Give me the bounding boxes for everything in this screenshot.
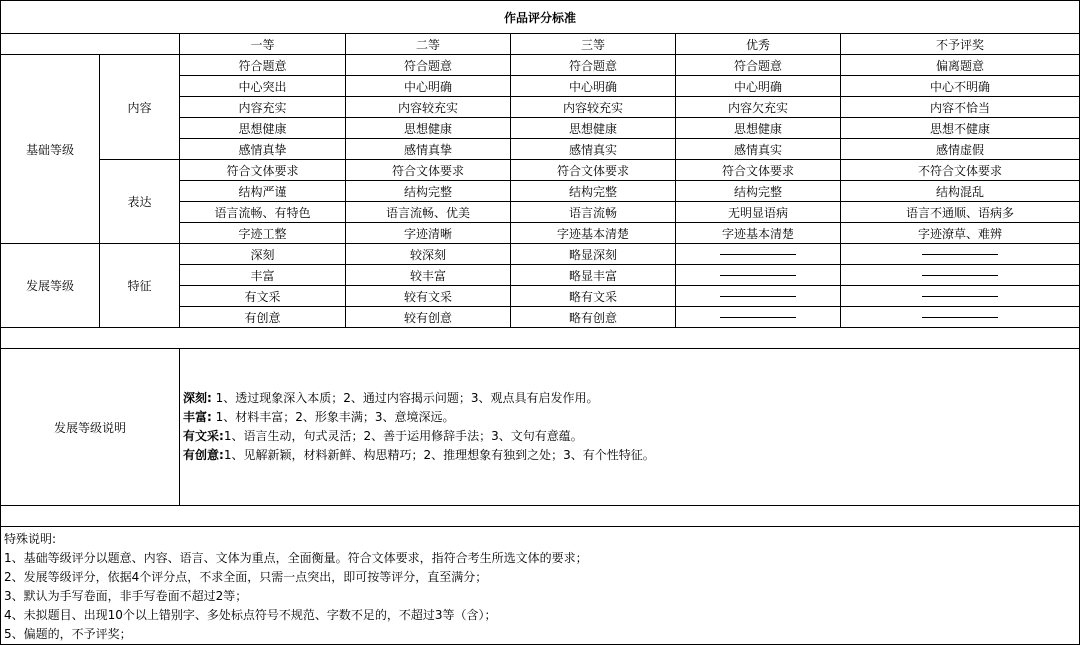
explanation-term: 深刻: [183, 391, 212, 405]
table-cell: 结构混乱 [841, 181, 1080, 202]
table-cell: 中心明确 [511, 76, 676, 97]
content-label: 内容 [100, 55, 180, 160]
notes-line: 3、默认为手写卷面，非手写卷面不超过2等； [4, 589, 248, 603]
explanation-label: 发展等级说明 [1, 349, 180, 506]
spacer-row [1, 328, 1080, 349]
table-cell: 无明显语病 [676, 202, 841, 223]
table-cell: 内容较充实 [346, 97, 511, 118]
explanation-line [183, 389, 1079, 408]
table-cell: 结构完整 [511, 181, 676, 202]
spacer-row [1, 506, 1080, 527]
dash-cell [841, 286, 1080, 307]
table-cell: 内容较充实 [511, 97, 676, 118]
table-cell: 感情真实 [511, 139, 676, 160]
table-cell: 语言流畅、优美 [346, 202, 511, 223]
dash-cell [676, 244, 841, 265]
table-cell: 较有创意 [346, 307, 511, 328]
table-cell: 较深刻 [346, 244, 511, 265]
notes-line: 1、基础等级评分以题意、内容、语言、文体为重点，全面衡量。符合文体要求，指符合考生所选文体的要求； [4, 551, 588, 565]
table-cell: 符合文体要求 [511, 160, 676, 181]
table-cell: 较丰富 [346, 265, 511, 286]
table-cell: 中心明确 [676, 76, 841, 97]
table-cell: 字迹工整 [180, 223, 346, 244]
table-cell: 符合题意 [511, 55, 676, 76]
explanation-line [183, 446, 1079, 465]
table-cell: 感情真挚 [346, 139, 511, 160]
notes-line: 2、发展等级评分，依据4个评分点，不求全面，只需一点突出，即可按等评分，直至满分； [4, 570, 488, 584]
table-cell: 中心突出 [180, 76, 346, 97]
table-cell: 符合题意 [676, 55, 841, 76]
grade-header: 三等 [511, 34, 676, 55]
table-cell: 略有创意 [511, 307, 676, 328]
grade-header: 优秀 [676, 34, 841, 55]
table-cell: 内容不恰当 [841, 97, 1080, 118]
explanation-term: 有创意: [183, 448, 224, 462]
table-cell: 结构完整 [676, 181, 841, 202]
table-cell: 思想健康 [676, 118, 841, 139]
table-cell: 内容充实 [180, 97, 346, 118]
table-cell: 内容欠充实 [676, 97, 841, 118]
table-cell: 结构完整 [346, 181, 511, 202]
explanation-line [183, 408, 1079, 427]
dash-line [720, 254, 796, 255]
table-cell: 中心明确 [346, 76, 511, 97]
explanation-text: 1、语言生动，句式灵活；2、善于运用修辞手法；3、文句有意蕴。 [223, 429, 583, 443]
table-cell: 符合文体要求 [676, 160, 841, 181]
explanation-line [183, 427, 1079, 446]
dash-cell [676, 307, 841, 328]
table-cell: 语言流畅 [511, 202, 676, 223]
grade-header: 二等 [346, 34, 511, 55]
dash-line [922, 317, 998, 318]
table-cell: 语言流畅、有特色 [180, 202, 346, 223]
table-title: 作品评分标准 [1, 1, 1080, 34]
special-notes [1, 527, 1080, 645]
table-cell: 感情虚假 [841, 139, 1080, 160]
table-cell: 感情真实 [676, 139, 841, 160]
table-cell: 符合题意 [346, 55, 511, 76]
expression-label: 表达 [100, 160, 180, 244]
feature-label: 特征 [100, 244, 180, 328]
table-cell: 略有文采 [511, 286, 676, 307]
dash-line [720, 296, 796, 297]
table-cell: 符合文体要求 [180, 160, 346, 181]
header-blank [1, 34, 180, 55]
dash-cell [841, 244, 1080, 265]
dash-cell [676, 265, 841, 286]
explanation-text: 1、材料丰富；2、形象丰满；3、意境深远。 [211, 410, 455, 424]
table-cell: 字迹潦草、难辨 [841, 223, 1080, 244]
table-cell: 丰富 [180, 265, 346, 286]
table-cell: 有文采 [180, 286, 346, 307]
table-cell: 有创意 [180, 307, 346, 328]
notes-heading: 特殊说明: [4, 532, 57, 546]
table-cell: 字迹基本清楚 [511, 223, 676, 244]
dash-cell [841, 307, 1080, 328]
table-cell: 思想健康 [346, 118, 511, 139]
grade-header: 一等 [180, 34, 346, 55]
dash-line [720, 317, 796, 318]
table-cell: 字迹清晰 [346, 223, 511, 244]
table-cell: 略显深刻 [511, 244, 676, 265]
table-cell: 结构严谨 [180, 181, 346, 202]
grade-header: 不予评奖 [841, 34, 1080, 55]
explanation-content [180, 349, 1080, 506]
explanation-term: 有文采: [183, 429, 224, 443]
table-cell: 不符合文体要求 [841, 160, 1080, 181]
table-cell: 思想健康 [511, 118, 676, 139]
dash-line [720, 275, 796, 276]
dash-cell [676, 286, 841, 307]
explanation-term: 丰富: [183, 410, 212, 424]
table-cell: 思想健康 [180, 118, 346, 139]
table-cell: 感情真挚 [180, 139, 346, 160]
table-cell: 思想不健康 [841, 118, 1080, 139]
table-cell: 符合文体要求 [346, 160, 511, 181]
table-cell: 语言不通顺、语病多 [841, 202, 1080, 223]
basic-level-label: 基础等级 [1, 55, 100, 244]
dash-cell [841, 265, 1080, 286]
table-cell: 深刻 [180, 244, 346, 265]
table-cell: 偏离题意 [841, 55, 1080, 76]
development-level-label: 发展等级 [1, 244, 100, 328]
dash-line [922, 296, 998, 297]
explanation-text: 1、透过现象深入本质；2、通过内容揭示问题；3、观点具有启发作用。 [211, 391, 599, 405]
table-cell: 符合题意 [180, 55, 346, 76]
table-cell: 略显丰富 [511, 265, 676, 286]
dash-line [922, 275, 998, 276]
table-cell: 字迹基本清楚 [676, 223, 841, 244]
table-cell: 较有文采 [346, 286, 511, 307]
explanation-text: 1、见解新颖，材料新鲜、构思精巧；2、推理想象有独到之处；3、有个性特征。 [223, 448, 655, 462]
notes-line: 5、偏题的，不予评奖； [4, 627, 132, 641]
dash-line [922, 254, 998, 255]
notes-line: 4、未拟题目、出现10个以上错别字、多处标点符号不规范、字数不足的，不超过3等（含）； [4, 608, 497, 622]
table-cell: 中心不明确 [841, 76, 1080, 97]
